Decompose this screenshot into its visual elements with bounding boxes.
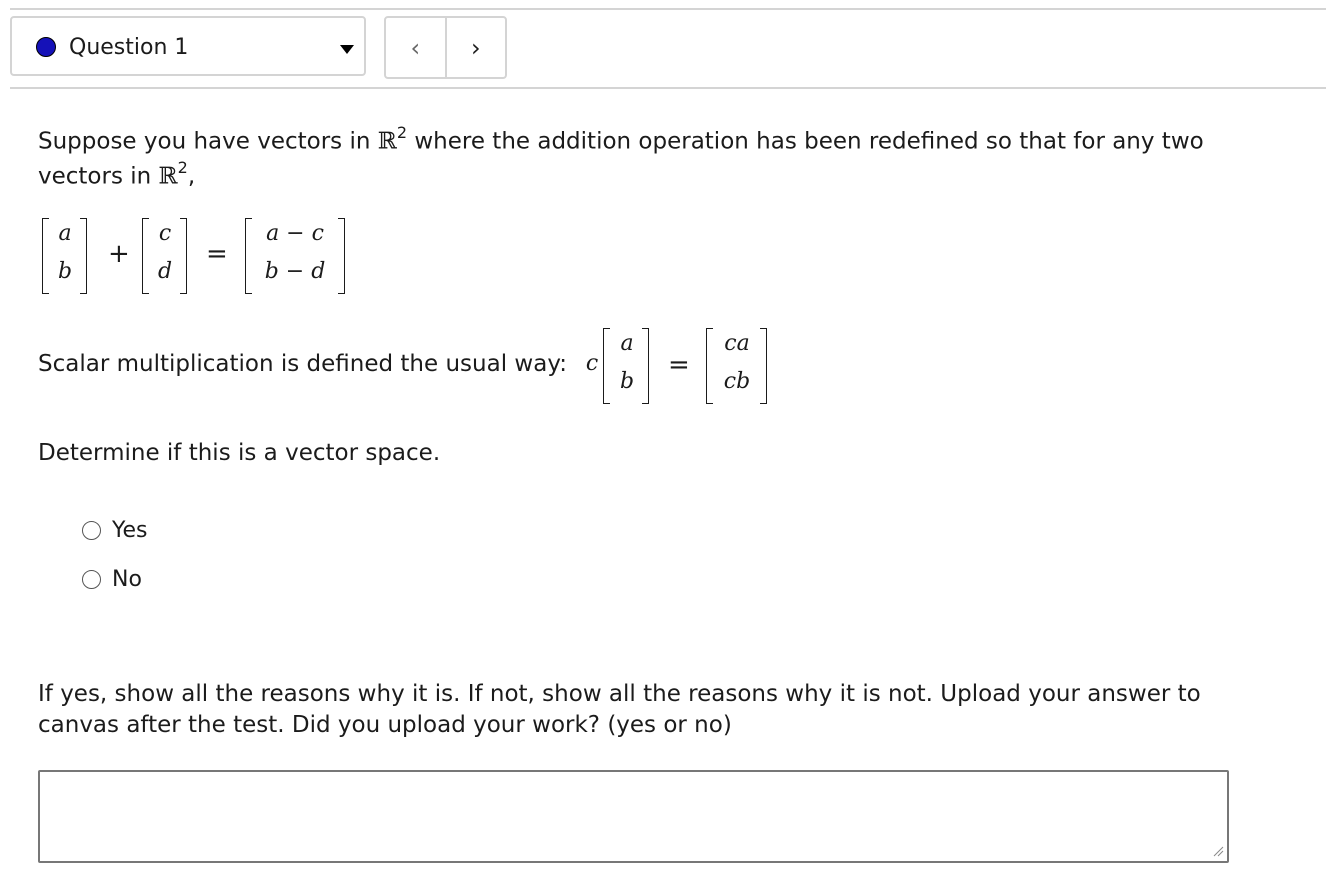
option-no[interactable]	[82, 565, 142, 593]
scalar-c: c	[585, 351, 599, 376]
question-select[interactable]	[10, 16, 366, 76]
equals-sign: =	[206, 239, 228, 269]
scalar-equals-sign: =	[668, 350, 690, 380]
v2-top: c	[158, 221, 172, 246]
header-divider	[10, 87, 1326, 89]
sv-bottom: b	[619, 369, 635, 394]
plus-sign: +	[108, 239, 130, 269]
scalar-equation	[584, 326, 774, 406]
v1-top: a	[58, 221, 72, 246]
question-status-dot	[36, 37, 56, 57]
prev-question-button[interactable]	[386, 18, 445, 77]
v2-bottom: d	[157, 259, 173, 284]
resize-grip-icon[interactable]	[1212, 845, 1224, 857]
question-prompt: Determine if this is a vector space.	[38, 440, 441, 466]
sresult-bottom: cb	[723, 369, 751, 394]
sv-top: a	[620, 331, 634, 356]
instructions-line-1: If yes, show all the reasons why it is. If not, show all the reasons why it is not. Upload your answer to	[38, 681, 1201, 707]
sresult-top: ca	[724, 331, 750, 356]
top-divider	[10, 8, 1326, 10]
addition-equation	[38, 215, 358, 297]
instructions-line-2: canvas after the test. Did you upload your work? (yes or no)	[38, 712, 732, 738]
result-bottom: b − d	[264, 259, 326, 284]
option-yes[interactable]	[82, 516, 148, 544]
question-nav	[384, 16, 507, 79]
intro-line-2: vectors in ℝ$^2$,	[38, 158, 196, 190]
v1-bottom: b	[57, 259, 73, 284]
answer-textarea[interactable]	[38, 770, 1229, 863]
chevron-left-icon: ‹	[410, 33, 421, 62]
caret-down-icon	[340, 45, 354, 54]
result-top: a − c	[266, 221, 324, 246]
radio-yes[interactable]	[82, 521, 101, 540]
next-question-button[interactable]	[445, 18, 506, 77]
intro-line-1: Suppose you have vectors in ℝ$^2$ where the addition operation has been redefined so that for any two	[38, 123, 1204, 155]
radio-no[interactable]	[82, 570, 101, 589]
question-select-label: Question 1	[69, 35, 189, 60]
option-yes-label: Yes	[112, 517, 148, 543]
scalar-text: Scalar multiplication is defined the usual way:	[38, 351, 567, 377]
option-no-label: No	[112, 566, 142, 592]
chevron-right-icon: ›	[470, 33, 481, 62]
